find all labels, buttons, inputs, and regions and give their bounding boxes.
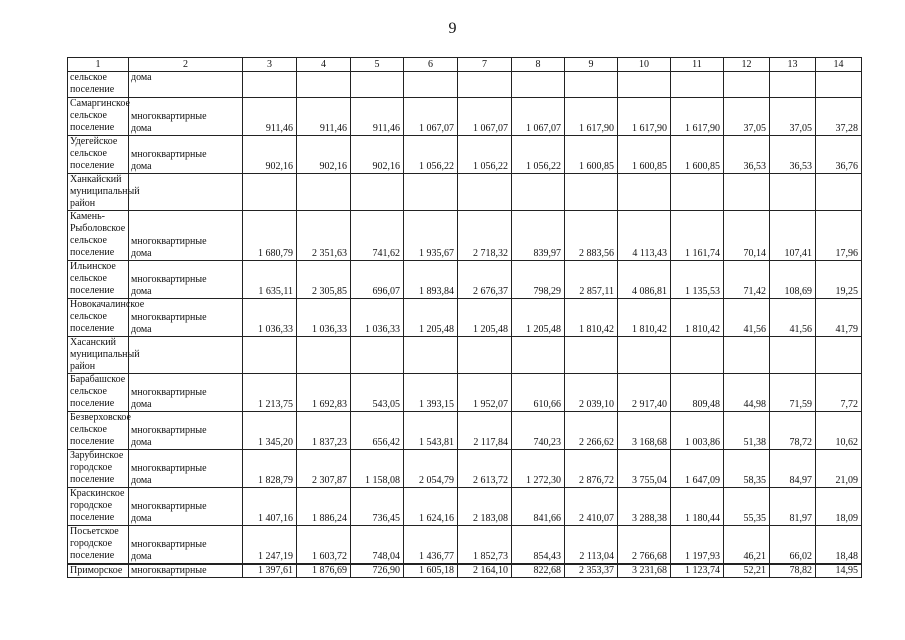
settlement-name: Барабашское сельское поселение xyxy=(68,374,129,412)
table-row xyxy=(68,526,862,564)
value-cell-col-7: 1 952,07 xyxy=(458,374,512,412)
value-cell-col-7: 2 117,84 xyxy=(458,412,512,450)
column-header-7: 7 xyxy=(458,58,512,72)
value-cell-col-5: 911,46 xyxy=(351,98,404,136)
value-cell-col-9: 2 410,07 xyxy=(565,488,618,526)
housing-type: многоквартирные дома xyxy=(129,374,243,412)
value-cell-col-3: 1 635,11 xyxy=(243,261,297,299)
settlement-name: Камень- Рыболовское сельское поселение xyxy=(68,211,129,261)
value-cell-col-14: 19,25 xyxy=(816,261,862,299)
value-cell-col-13: 78,72 xyxy=(770,412,816,450)
table-row xyxy=(68,374,862,412)
value-cell-col-11: 809,48 xyxy=(671,374,724,412)
value-cell-col-14 xyxy=(816,72,862,98)
value-cell-col-3: 1 828,79 xyxy=(243,450,297,488)
value-cell-col-8: 1 205,48 xyxy=(512,299,565,337)
value-cell-col-4: 911,46 xyxy=(297,98,351,136)
value-cell-col-13 xyxy=(770,174,816,211)
value-cell-col-5: 543,05 xyxy=(351,374,404,412)
value-cell-col-8: 1 056,22 xyxy=(512,136,565,174)
value-cell-col-11: 1 180,44 xyxy=(671,488,724,526)
value-cell-col-8: 740,23 xyxy=(512,412,565,450)
value-cell-col-3 xyxy=(243,337,297,374)
value-cell-col-7: 2 183,08 xyxy=(458,488,512,526)
value-cell-col-7: 2 676,37 xyxy=(458,261,512,299)
value-cell-col-9: 2 876,72 xyxy=(565,450,618,488)
settlement-name: Ханкайский муниципальный район xyxy=(68,174,129,211)
table-row xyxy=(68,299,862,337)
housing-type: многоквартирные дома xyxy=(129,450,243,488)
value-cell-col-14: 14,95 xyxy=(816,564,862,578)
table-row xyxy=(68,337,862,374)
value-cell-col-6 xyxy=(404,72,458,98)
settlement-name: Хасанский муниципальный район xyxy=(68,337,129,374)
value-cell-col-9: 2 353,37 xyxy=(565,564,618,578)
value-cell-col-14: 7,72 xyxy=(816,374,862,412)
value-cell-col-6: 1 436,77 xyxy=(404,526,458,564)
value-cell-col-5: 1 158,08 xyxy=(351,450,404,488)
value-cell-col-5: 696,07 xyxy=(351,261,404,299)
value-cell-col-8: 822,68 xyxy=(512,564,565,578)
value-cell-col-5: 741,62 xyxy=(351,211,404,261)
value-cell-col-13: 71,59 xyxy=(770,374,816,412)
column-header-12: 12 xyxy=(724,58,770,72)
table-row xyxy=(68,136,862,174)
value-cell-col-11: 1 600,85 xyxy=(671,136,724,174)
value-cell-col-7: 1 067,07 xyxy=(458,98,512,136)
column-header-3: 3 xyxy=(243,58,297,72)
value-cell-col-4: 1 876,69 xyxy=(297,564,351,578)
value-cell-col-3: 1 397,61 xyxy=(243,564,297,578)
value-cell-col-3: 1 213,75 xyxy=(243,374,297,412)
value-cell-col-9: 1 600,85 xyxy=(565,136,618,174)
value-cell-col-13: 108,69 xyxy=(770,261,816,299)
value-cell-col-8: 1 067,07 xyxy=(512,98,565,136)
value-cell-col-5 xyxy=(351,72,404,98)
value-cell-col-11: 1 123,74 xyxy=(671,564,724,578)
value-cell-col-5: 736,45 xyxy=(351,488,404,526)
value-cell-col-12: 41,56 xyxy=(724,299,770,337)
value-cell-col-4: 1 692,83 xyxy=(297,374,351,412)
value-cell-col-12: 46,21 xyxy=(724,526,770,564)
column-header-13: 13 xyxy=(770,58,816,72)
value-cell-col-12: 71,42 xyxy=(724,261,770,299)
value-cell-col-5: 656,42 xyxy=(351,412,404,450)
value-cell-col-11: 1 810,42 xyxy=(671,299,724,337)
value-cell-col-8 xyxy=(512,72,565,98)
value-cell-col-10: 2 766,68 xyxy=(618,526,671,564)
housing-type: многоквартирные дома xyxy=(129,136,243,174)
value-cell-col-9: 2 857,11 xyxy=(565,261,618,299)
value-cell-col-5: 748,04 xyxy=(351,526,404,564)
value-cell-col-10: 2 917,40 xyxy=(618,374,671,412)
value-cell-col-6 xyxy=(404,337,458,374)
value-cell-col-3 xyxy=(243,72,297,98)
housing-type: многоквартирные дома xyxy=(129,412,243,450)
housing-type: многоквартирные дома xyxy=(129,261,243,299)
value-cell-col-9 xyxy=(565,72,618,98)
table-row xyxy=(68,174,862,211)
value-cell-col-9: 2 883,56 xyxy=(565,211,618,261)
column-header-6: 6 xyxy=(404,58,458,72)
value-cell-col-14: 21,09 xyxy=(816,450,862,488)
table-row xyxy=(68,72,862,98)
settlement-name: Безверховское сельское поселение xyxy=(68,412,129,450)
value-cell-col-3: 1 247,19 xyxy=(243,526,297,564)
settlement-name: Посьетское городское поселение xyxy=(68,526,129,564)
column-header-14: 14 xyxy=(816,58,862,72)
value-cell-col-12 xyxy=(724,337,770,374)
column-header-5: 5 xyxy=(351,58,404,72)
value-cell-col-9 xyxy=(565,174,618,211)
settlement-name: Краскинское городское поселение xyxy=(68,488,129,526)
value-cell-col-10: 4 086,81 xyxy=(618,261,671,299)
value-cell-col-7: 1 056,22 xyxy=(458,136,512,174)
value-cell-col-4: 1 837,23 xyxy=(297,412,351,450)
value-cell-col-4: 1 603,72 xyxy=(297,526,351,564)
settlement-name: сельское поселение xyxy=(68,72,129,98)
value-cell-col-12 xyxy=(724,174,770,211)
value-cell-col-7: 2 613,72 xyxy=(458,450,512,488)
value-cell-col-4: 1 886,24 xyxy=(297,488,351,526)
value-cell-col-6: 1 935,67 xyxy=(404,211,458,261)
column-header-4: 4 xyxy=(297,58,351,72)
value-cell-col-6 xyxy=(404,174,458,211)
housing-type: многоквартирные дома xyxy=(129,98,243,136)
value-cell-col-5 xyxy=(351,337,404,374)
value-cell-col-13: 81,97 xyxy=(770,488,816,526)
value-cell-col-6: 1 205,48 xyxy=(404,299,458,337)
value-cell-col-13: 37,05 xyxy=(770,98,816,136)
housing-type xyxy=(129,174,243,211)
housing-type xyxy=(129,337,243,374)
column-header-1: 1 xyxy=(68,58,129,72)
value-cell-col-11: 1 647,09 xyxy=(671,450,724,488)
value-cell-col-8: 839,97 xyxy=(512,211,565,261)
value-cell-col-10: 3 168,68 xyxy=(618,412,671,450)
value-cell-col-13: 36,53 xyxy=(770,136,816,174)
table-row xyxy=(68,412,862,450)
value-cell-col-6: 1 893,84 xyxy=(404,261,458,299)
header-row xyxy=(68,58,862,72)
value-cell-col-8: 798,29 xyxy=(512,261,565,299)
value-cell-col-12: 55,35 xyxy=(724,488,770,526)
value-cell-col-11: 1 161,74 xyxy=(671,211,724,261)
value-cell-col-13: 78,82 xyxy=(770,564,816,578)
value-cell-col-4: 2 305,85 xyxy=(297,261,351,299)
value-cell-col-10: 4 113,43 xyxy=(618,211,671,261)
value-cell-col-7: 1 205,48 xyxy=(458,299,512,337)
value-cell-col-10: 1 600,85 xyxy=(618,136,671,174)
value-cell-col-14: 18,09 xyxy=(816,488,862,526)
value-cell-col-3: 902,16 xyxy=(243,136,297,174)
value-cell-col-5: 902,16 xyxy=(351,136,404,174)
value-cell-col-12 xyxy=(724,72,770,98)
housing-type: многоквартирные дома xyxy=(129,299,243,337)
value-cell-col-14: 36,76 xyxy=(816,136,862,174)
value-cell-col-11: 1 003,86 xyxy=(671,412,724,450)
value-cell-col-4 xyxy=(297,174,351,211)
settlement-name: Зарубинское городское поселение xyxy=(68,450,129,488)
page-number: 9 xyxy=(448,20,457,37)
value-cell-col-13: 66,02 xyxy=(770,526,816,564)
value-cell-col-6: 1 624,16 xyxy=(404,488,458,526)
value-cell-col-7: 2 718,32 xyxy=(458,211,512,261)
value-cell-col-11 xyxy=(671,174,724,211)
value-cell-col-12: 36,53 xyxy=(724,136,770,174)
value-cell-col-10: 3 755,04 xyxy=(618,450,671,488)
value-cell-col-14: 41,79 xyxy=(816,299,862,337)
housing-type: многоквартирные дома xyxy=(129,488,243,526)
value-cell-col-8: 610,66 xyxy=(512,374,565,412)
value-cell-col-6: 2 054,79 xyxy=(404,450,458,488)
table-body xyxy=(68,72,862,578)
value-cell-col-9: 2 113,04 xyxy=(565,526,618,564)
value-cell-col-5: 726,90 xyxy=(351,564,404,578)
value-cell-col-10: 3 288,38 xyxy=(618,488,671,526)
value-cell-col-7: 1 852,73 xyxy=(458,526,512,564)
value-cell-col-7 xyxy=(458,72,512,98)
value-cell-col-11: 1 135,53 xyxy=(671,261,724,299)
value-cell-col-6: 1 543,81 xyxy=(404,412,458,450)
value-cell-col-8: 1 272,30 xyxy=(512,450,565,488)
settlement-name: Удегейское сельское поселение xyxy=(68,136,129,174)
value-cell-col-13: 41,56 xyxy=(770,299,816,337)
value-cell-col-13: 107,41 xyxy=(770,211,816,261)
value-cell-col-12: 44,98 xyxy=(724,374,770,412)
value-cell-col-4 xyxy=(297,337,351,374)
value-cell-col-8: 854,43 xyxy=(512,526,565,564)
value-cell-col-12: 52,21 xyxy=(724,564,770,578)
value-cell-col-9: 2 039,10 xyxy=(565,374,618,412)
value-cell-col-4: 2 351,63 xyxy=(297,211,351,261)
value-cell-col-11: 1 617,90 xyxy=(671,98,724,136)
value-cell-col-3: 1 345,20 xyxy=(243,412,297,450)
value-cell-col-10 xyxy=(618,174,671,211)
value-cell-col-13 xyxy=(770,72,816,98)
value-cell-col-6: 1 605,18 xyxy=(404,564,458,578)
column-header-9: 9 xyxy=(565,58,618,72)
value-cell-col-6: 1 056,22 xyxy=(404,136,458,174)
settlement-name: Новокачалинское сельское поселение xyxy=(68,299,129,337)
value-cell-col-5: 1 036,33 xyxy=(351,299,404,337)
value-cell-col-12: 51,38 xyxy=(724,412,770,450)
value-cell-col-14 xyxy=(816,174,862,211)
housing-type: многоквартирные дома xyxy=(129,211,243,261)
value-cell-col-3: 1 036,33 xyxy=(243,299,297,337)
value-cell-col-4: 902,16 xyxy=(297,136,351,174)
housing-type: многоквартирные xyxy=(129,564,243,578)
table-row xyxy=(68,488,862,526)
value-cell-col-13 xyxy=(770,337,816,374)
value-cell-col-9: 1 810,42 xyxy=(565,299,618,337)
value-cell-col-4: 1 036,33 xyxy=(297,299,351,337)
value-cell-col-10: 3 231,68 xyxy=(618,564,671,578)
value-cell-col-11 xyxy=(671,337,724,374)
value-cell-col-7: 2 164,10 xyxy=(458,564,512,578)
column-header-2: 2 xyxy=(129,58,243,72)
table-row xyxy=(68,211,862,261)
value-cell-col-8 xyxy=(512,174,565,211)
value-cell-col-3 xyxy=(243,174,297,211)
settlement-name: Приморское xyxy=(68,564,129,578)
value-cell-col-10: 1 617,90 xyxy=(618,98,671,136)
table-row xyxy=(68,564,862,578)
housing-type: многоквартирные дома xyxy=(129,526,243,564)
value-cell-col-6: 1 067,07 xyxy=(404,98,458,136)
value-cell-col-13: 84,97 xyxy=(770,450,816,488)
settlement-name: Ильинское сельское поселение xyxy=(68,261,129,299)
value-cell-col-9: 2 266,62 xyxy=(565,412,618,450)
table-row xyxy=(68,261,862,299)
tariff-table xyxy=(67,57,862,578)
value-cell-col-11 xyxy=(671,72,724,98)
value-cell-col-12: 58,35 xyxy=(724,450,770,488)
value-cell-col-3: 911,46 xyxy=(243,98,297,136)
column-header-10: 10 xyxy=(618,58,671,72)
value-cell-col-12: 37,05 xyxy=(724,98,770,136)
value-cell-col-8 xyxy=(512,337,565,374)
value-cell-col-12: 70,14 xyxy=(724,211,770,261)
housing-type: дома xyxy=(129,72,243,98)
value-cell-col-4: 2 307,87 xyxy=(297,450,351,488)
table-row xyxy=(68,98,862,136)
value-cell-col-14: 10,62 xyxy=(816,412,862,450)
value-cell-col-8: 841,66 xyxy=(512,488,565,526)
value-cell-col-10 xyxy=(618,337,671,374)
value-cell-col-6: 1 393,15 xyxy=(404,374,458,412)
value-cell-col-9: 1 617,90 xyxy=(565,98,618,136)
value-cell-col-14 xyxy=(816,337,862,374)
value-cell-col-14: 17,96 xyxy=(816,211,862,261)
value-cell-col-4 xyxy=(297,72,351,98)
value-cell-col-7 xyxy=(458,337,512,374)
column-header-8: 8 xyxy=(512,58,565,72)
settlement-name: Самаргинское сельское поселение xyxy=(68,98,129,136)
column-header-11: 11 xyxy=(671,58,724,72)
value-cell-col-3: 1 680,79 xyxy=(243,211,297,261)
value-cell-col-10 xyxy=(618,72,671,98)
value-cell-col-10: 1 810,42 xyxy=(618,299,671,337)
value-cell-col-14: 37,28 xyxy=(816,98,862,136)
table-row xyxy=(68,450,862,488)
value-cell-col-9 xyxy=(565,337,618,374)
value-cell-col-7 xyxy=(458,174,512,211)
value-cell-col-14: 18,48 xyxy=(816,526,862,564)
value-cell-col-5 xyxy=(351,174,404,211)
value-cell-col-11: 1 197,93 xyxy=(671,526,724,564)
value-cell-col-3: 1 407,16 xyxy=(243,488,297,526)
